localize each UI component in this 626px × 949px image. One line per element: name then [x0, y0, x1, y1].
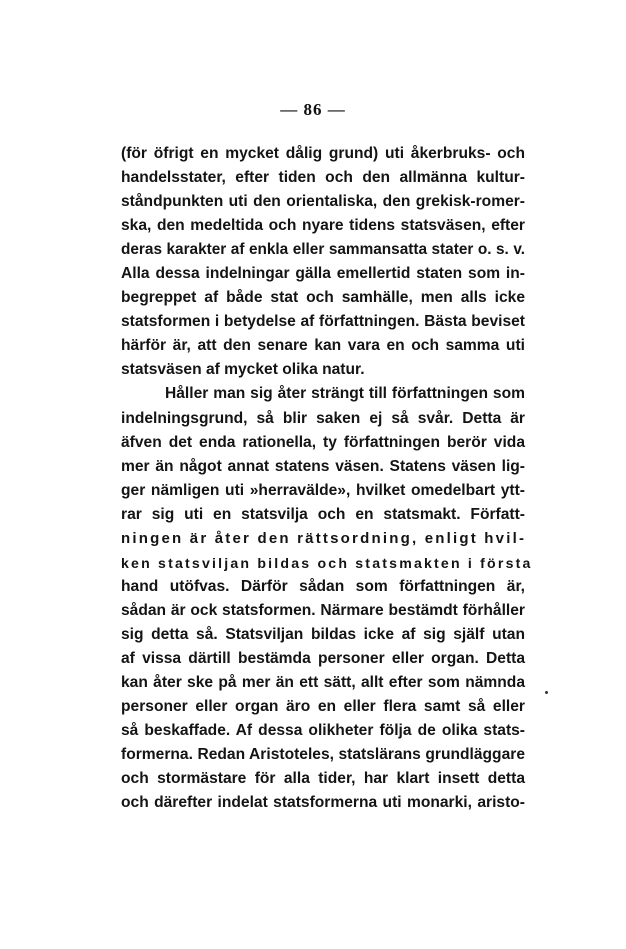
- text-line: kan åter ske på mer än ett sätt, allt efter som nämnda: [121, 674, 525, 692]
- text-line: sådan är ock statsformen. Närmare bestämdt förhåller: [121, 601, 525, 619]
- text-line: ska, den medeltida och nyare tidens statsväsen, efter: [121, 217, 525, 235]
- text-line: härför är, att den senare kan vara en och samma uti: [121, 337, 525, 355]
- ink-speck: [545, 691, 548, 694]
- text-line: rar sig uti en statsvilja och en statsmakt. Författ-: [121, 505, 525, 523]
- text-line: formerna. Redan Aristoteles, statslärans grundläggare: [121, 746, 525, 764]
- text-line: deras karakter af enkla eller sammansatta stater o. s. v.: [121, 241, 525, 259]
- text-line: ståndpunkten uti den orientaliska, den grekisk-romer-: [121, 193, 525, 211]
- text-line: begreppet af både stat och samhälle, men alls icke: [121, 289, 525, 307]
- text-line: statsformen i betydelse af författningen. Bästa beviset: [121, 313, 525, 331]
- text-line: sig detta så. Statsviljan bildas icke af sig själf utan: [121, 625, 525, 643]
- text-line: indelningsgrund, så blir saken ej så svår. Detta är: [121, 409, 525, 427]
- text-line: personer eller organ äro en eller flera samt så eller: [121, 698, 525, 716]
- text-line: handelsstater, efter tiden och den allmänna kultur-: [121, 169, 525, 187]
- text-line: statsväsen af mycket olika natur.: [121, 361, 365, 379]
- text-line: ningen är åter den rättsordning, enligt hvil-: [121, 529, 527, 547]
- text-line: Håller man sig åter strängt till författningen som: [165, 385, 525, 403]
- text-line: och stormästare för alla tider, har klart insett detta: [121, 770, 525, 788]
- text-line: af vissa därtill bestämda personer eller organ. Detta: [121, 649, 525, 667]
- text-line: och därefter indelat statsformerna uti monarki, aristo-: [121, 794, 525, 812]
- text-line: hand utöfvas. Därför sådan som författningen är,: [121, 577, 525, 595]
- text-line: Alla dessa indelningar gälla emellertid staten som in-: [121, 265, 525, 283]
- text-line: (för öfrigt en mycket dålig grund) uti åkerbruks- och: [121, 145, 525, 162]
- body-text: [121, 142, 533, 815]
- text-line: ken statsviljan bildas och statsmakten i första: [121, 554, 533, 571]
- text-line: så beskaffade. Af dessa olikheter följa de olika stats-: [121, 722, 525, 740]
- text-line: ger nämligen uti »herravälde», hvilket omedelbart ytt-: [121, 481, 525, 499]
- page-number: — 86 —: [280, 100, 346, 119]
- text-line: mer än något annat statens väsen. Statens väsen lig-: [121, 457, 525, 475]
- text-line: äfven det enda rationella, ty författningen berör vida: [121, 433, 525, 451]
